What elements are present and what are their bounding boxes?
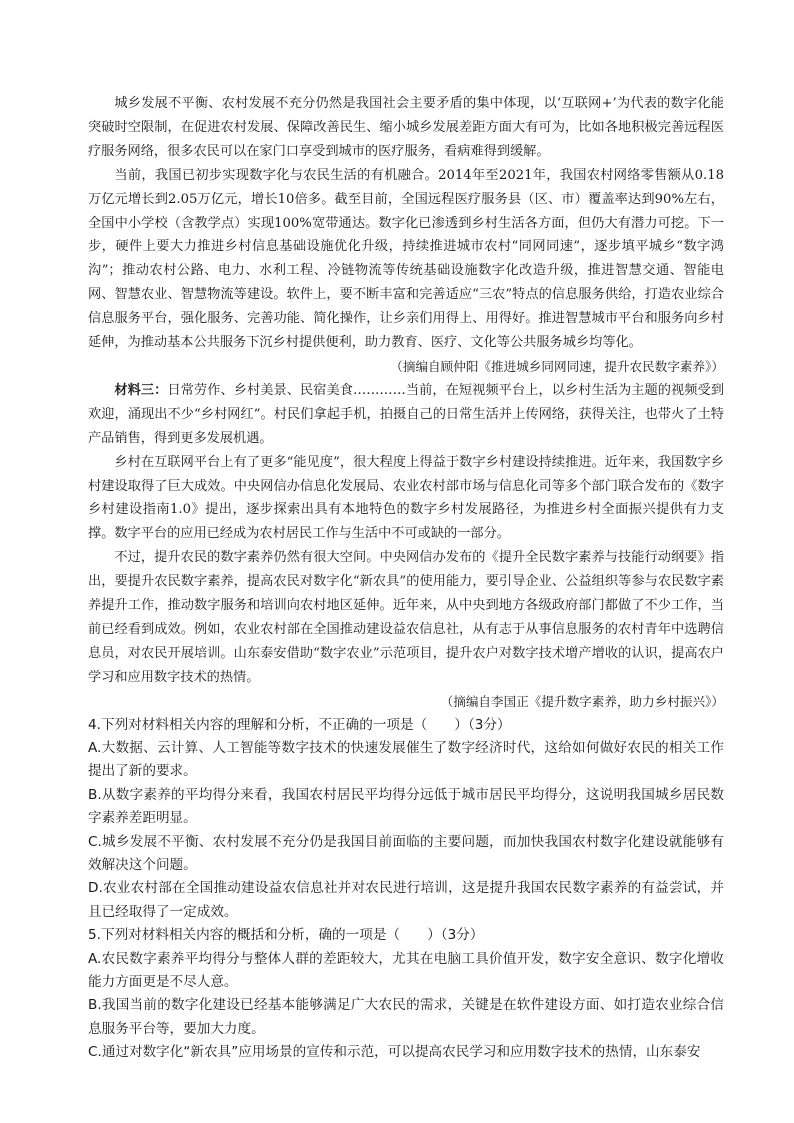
passage-paragraph-4: 乡村在互联网平台上有了更多“能见度”，很大程度上得益于数字乡村建设持续推进。近年来，我国数字乡村建设取得了巨大成效。中央网信办信息化发展局、农业农村部市场与信息化司等多个部门联合发布的《数字乡村建设指南1.0》提出，逐步探索出具有本地特色的数字乡村发展路径，为推进乡村全面振兴提供有力支撑。数字平台的应用已经成为农村居民工作与生活中不可或缺的一部分。 <box>88 454 724 542</box>
passage-paragraph-2: 当前，我国已初步实现数字化与农民生活的有机融合。2014年至2021年，我国农村网络零售额从0.18万亿元增长到2.05万亿元，增长10倍多。截至目前，全国远程医疗服务县（区、市）覆盖率达到90%左右，全国中小学校（含教学点）实现100%宽带通达。数字化已渗透到乡村生活各方面，但仍大有潜力可挖。下一步，硬件上要大力推进乡村信息基础设施优化升级，持续推进城市农村“同网同速”，逐步填平城乡“数字鸿沟”；推动农村公路、电力、水利工程、冷链物流等传统基础设施数字化改造升级，推进智慧交通、智能电网、智慧农业、智慧物流等建设。软件上，要不断丰富和完善适应“三农”特点的信息服务供给，打造农业综合信息服务平台，强化服务、完善功能、简化操作，让乡亲们用得上、用得好。推进智慧城市平台和服务向乡村延伸，为推动基本公共服务下沉乡村提供便利，助力教育、医疗、文化等公共服务城乡均等化。 <box>88 167 724 351</box>
question-5-stem: 5.下列对材料相关内容的概括和分析，确的一项是（ ）（3分） <box>88 927 484 944</box>
question-4-option-d: D.农业农村部在全国推动建设益农信息社并对农民进行培训，这是提升我国农民数字素养的有益尝试，并且已经取得了一定成效。 <box>88 880 724 920</box>
passage-paragraph-3 <box>88 379 724 451</box>
document-content <box>88 92 724 1065</box>
passage-paragraph-5: 不过，提升农民的数字素养仍然有很大空间。中央网信办发布的《提升全民数字素养与技能行动纲要》指出，要提升农民数字素养，提高农民对数字化“新农具”的使用能力，要引导企业、公益组织等参与农民数字素养提升工作，推动数字服务和培训向农村地区延伸。近年来，从中央到地方各级政府部门都做了不少工作，当前已经看到成效。例如，农业农村部在全国推动建设益农信息社，从有志于从事信息服务的农村青年中选聘信息员，对农民开展培训。山东泰安借助“数字农业”示范项目，提升农户对数字技术增产增收的认识，提高农户学习和应用数字技术的热情。 <box>88 550 724 685</box>
question-4-stem: 4.下列对材料相关内容的理解和分析，不正确的一项是（ ）（3分） <box>88 716 511 733</box>
source-citation-2: （摘编自李国正《提升数字素养，助力乡村振兴》） <box>440 693 724 709</box>
question-5-option-a: A.农民数字素养平均得分与整体人群的差距较大，尤其在电脑工具价值开发，数字安全意识、数字化增收能力方面更是不尽人意。 <box>88 950 724 991</box>
passage-paragraph-1: 城乡发展不平衡、农村发展不充分仍然是我国社会主要矛盾的集中体现，以‘互联网+’为代表的数字化能突破时空限制，在促进农村发展、保障改善民生、缩小城乡发展差距方面大有可为，比如各地积极完善远程医疗服务网络，很多农民可以在家门口享受到城市的医疗服务，看病难得到缓解。 <box>88 96 724 159</box>
question-4-option-b: B.从数字素养的平均得分来看，我国农村居民平均得分远低于城市居民平均得分，这说明我国城乡居民数字素养差距明显。 <box>88 786 724 827</box>
question-4-option-a: A.大数据、云计算、人工智能等数字技术的快速发展催生了数字经济时代，这给如何做好农民的相关工作提出了新的要求。 <box>88 739 724 780</box>
question-5-option-b: B.我国当前的数字化建设已经基本能够满足广大农民的需求，关键是在软件建设方面、如打造农业综合信息服务平台等，要加大力度。 <box>88 997 724 1037</box>
question-5-option-c: C.通过对数字化“新农具”应用场景的宣传和示范，可以提高农民学习和应用数字技术的热情，山东泰安 <box>88 1044 701 1061</box>
source-citation-1: （摘编自顾仲阳《推进城乡同网同速，提升农民数字素养》） <box>390 358 724 374</box>
material-three-label: 材料三： <box>114 382 168 398</box>
material-three-text: 日常劳作、乡村美景、民宿美食…………当前，在短视频平台上，以乡村生活为主题的视频受到欢迎，涌现出不少“乡村网红”。村民们拿起手机，拍摄自己的日常生活并上传网络，获得关注，也带火了土特产品销售，得到更多发展机遇。 <box>88 382 725 446</box>
question-4-option-c: C.城乡发展不平衡、农村发展不充分仍是我国目前面临的主要问题，而加快我国农村数字化建设就能够有效解决这个问题。 <box>88 833 724 873</box>
